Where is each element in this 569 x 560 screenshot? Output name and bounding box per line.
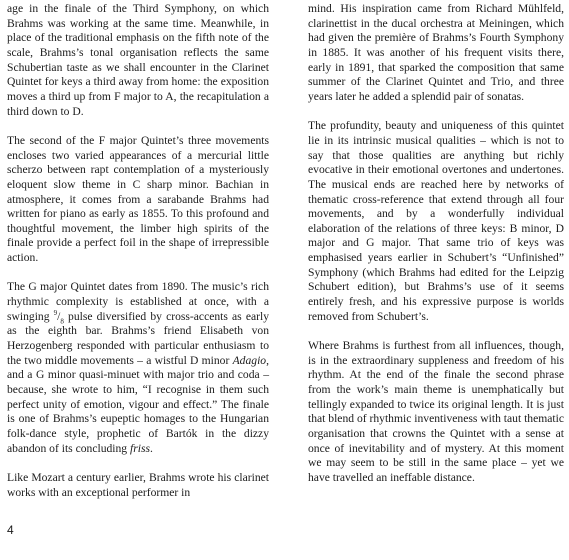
p3-text-a: The G major Quintet dates from 1890. The music’s rich rhythmic complexity is established at once, with a swinging [7, 280, 269, 323]
p3-friss-italic: friss [130, 441, 150, 455]
right-paragraph-2: The profundity, beauty and uniqueness of this quintet lie in its intrinsic musical qualities – which is not to say that those qualities are anything but richly evocative in their emotional overtones and undertones. The musical ends are reached here by networks of thematic cross-reference that extend through all four movements, and by a wonderfully individual elaboration of the relations of three keys: B minor, D major and G major. That same trio of keys was emphasised years earlier in Schubert’s “Unfinished” Symphony (which Brahms had edited for the Leipzig Schubert edition), but Brahms’s use of it seems entirely fresh, and his expressive purpose is worlds removed from Schubert’s. [308, 119, 564, 323]
right-paragraph-3: Where Brahms is furthest from all influences, though, is in the extraordinary suppleness and freedom of his rhythm. At the end of the finale the second phrase from the work’s main theme is unemphatically but tellingly expanded to twice its original length. It is just that blend of rhythmic inventiveness with taut thematic organisation that crowns the Quintet with a sense at once of inevitability and of mystery. At this moment we may seem to be still in the same place – yet we have travelled an ineffable distance. [308, 339, 564, 484]
right-text-column [308, 2, 564, 486]
p3-text-b: pulse diversified by cross-accents as early as the eighth bar. Brahms’s friend Elisabeth von Herzogenberg responded with particular enthusiasm to the two middle movements – a wistful D minor [7, 309, 269, 367]
left-text-column [7, 2, 269, 500]
time-signature-numerator: 9 [53, 308, 58, 317]
p3-text-d: , and a G minor quasi-minuet with major trio and coda – because, she wrote to him, “I recognise in them such perfect unity of emotion, vigour and effect.” The finale is one of Brahms’s eupeptic homages to the Hungarian folk-dance style, prophetic of Bartók in the dizzy abandon of its concluding [7, 353, 269, 455]
left-paragraph-3 [7, 280, 269, 456]
left-paragraph-4: Like Mozart a century earlier, Brahms wrote his clarinet works with an exceptional performer in [7, 470, 269, 499]
page-number: 4 [7, 523, 14, 537]
p3-adagio-italic: Adagio [232, 353, 267, 367]
time-signature-denominator: 8 [60, 317, 64, 326]
p3-text-f: . [149, 441, 153, 455]
time-signature-fraction: $^9/_8$ [53, 308, 64, 326]
left-paragraph-2: The second of the F major Quintet’s three movements encloses two varied appearances of a mercurial little scherzo between rapt contemplation of a mysteriously eloquent slow theme in C sharp minor. Bachian in atmosphere, it comes from a sarabande Brahms had written for piano as early as 1855. To this profound and thoughtful movement, the limber high spirits of the finale provide a perfect foil in the shape of irrepressible action. [7, 133, 269, 265]
left-paragraph-1: age in the finale of the Third Symphony, on which Brahms was working at the same time. Meanwhile, in place of the traditional emphasis on the fifth note of the scale, Brahms’s tonal organisation reflects the same Schubertian taste as we shall encounter in the Clarinet Quintet for keys a third away from home: the exposition moves a third up from F major to A, the recapitulation a third down to D. [7, 2, 269, 118]
right-paragraph-1: mind. His inspiration came from Richard Mühlfeld, clarinettist in the ducal orchestra at Meiningen, which had given the première of Brahms’s Fourth Symphony in 1885. It was another of his frequent visits there, early in 1891, that sparked the composition that same summer of the Clarinet Quintet and Trio, and three years later he added a splendid pair of sonatas. [308, 2, 564, 103]
